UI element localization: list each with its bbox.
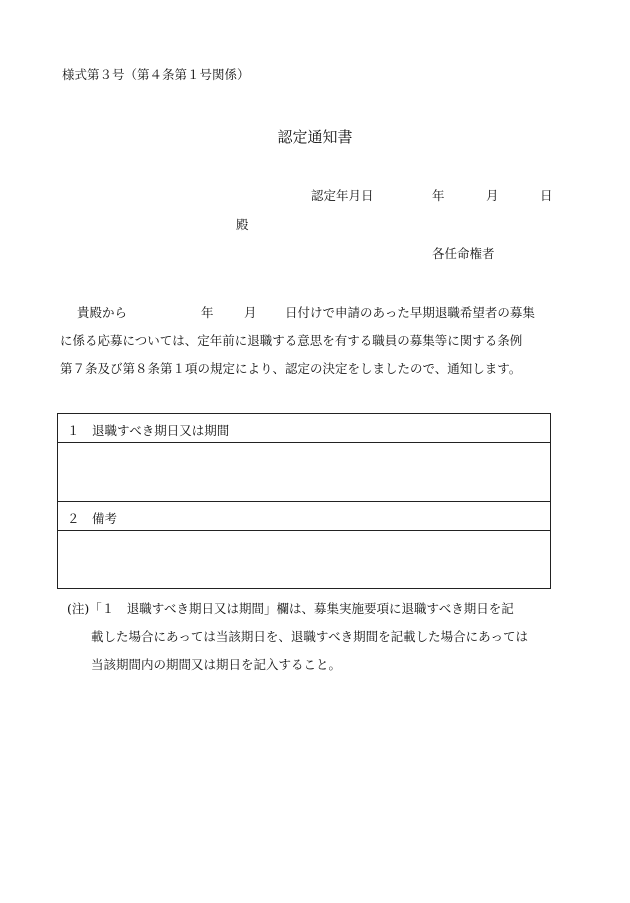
- body-year-label: 年: [201, 305, 214, 320]
- note-line-2: 載した場合にあっては当該期日を、退職すべき期間を記載した場合にあっては: [91, 629, 529, 644]
- body-paragraph-line-2: に係る応募については、定年前に退職する意思を有する職員の募集等に関する条例: [60, 333, 523, 348]
- remarks-header-row: [58, 502, 550, 531]
- certification-date-label: 認定年月日: [311, 188, 374, 203]
- remarks-label: ２ 備考: [67, 511, 118, 526]
- body-application-text: 日付けで申請のあった早期退職希望者の募集: [285, 305, 535, 320]
- retirement-date-header-row: [58, 414, 550, 443]
- issuer-name: 各任命権者: [432, 246, 495, 261]
- remarks-value-cell[interactable]: [58, 531, 550, 588]
- document-title: 認定通知書: [277, 128, 353, 146]
- note-line-1: (注)「１ 退職すべき期日又は期間」欄は、募集実施要項に退職すべき期日を記: [67, 601, 514, 616]
- note-line-3: 当該期間内の期間又は期日を記入すること。: [91, 657, 342, 672]
- date-day-label: 日: [540, 188, 553, 203]
- body-month-label: 月: [244, 305, 257, 320]
- date-year-label: 年: [432, 188, 445, 203]
- details-table: [57, 413, 551, 589]
- date-month-label: 月: [486, 188, 499, 203]
- addressee-honorific: 殿: [236, 217, 249, 232]
- retirement-date-value-cell[interactable]: [58, 443, 550, 502]
- body-intro-text: 貴殿から: [77, 305, 128, 320]
- form-number: 様式第３号（第４条第１号関係）: [62, 67, 250, 82]
- body-paragraph-line-3: 第７条及び第８条第１項の規定により、認定の決定をしましたので、通知します。: [60, 361, 522, 376]
- retirement-date-label: １ 退職すべき期日又は期間: [67, 423, 230, 438]
